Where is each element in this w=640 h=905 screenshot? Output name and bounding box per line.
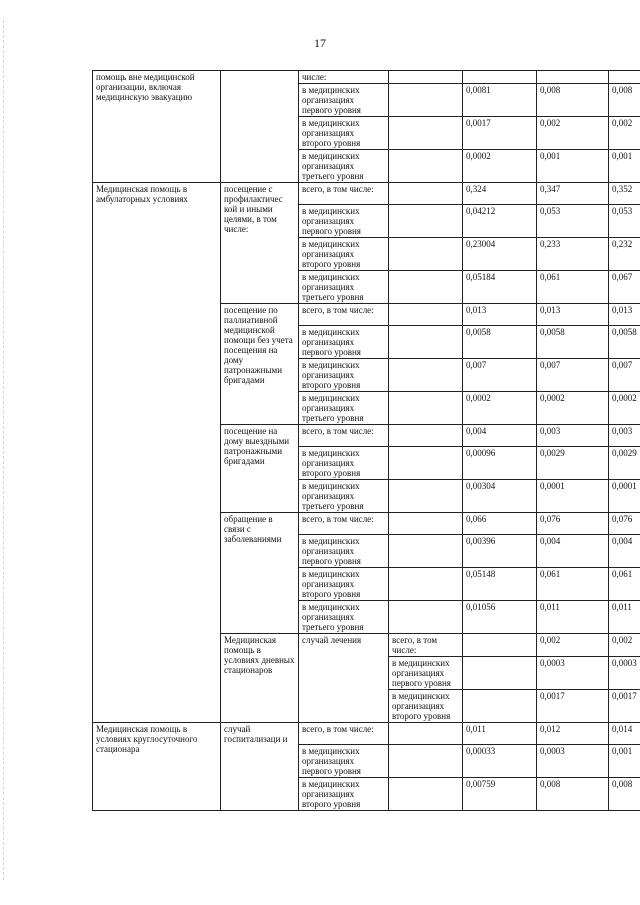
unit-cell: случай лечения [299,634,389,723]
value-cell-2: 0,053 [537,205,609,238]
value-cell-2: 0,001 [537,150,609,183]
blank-cell [389,84,463,117]
page-number: 17 [314,36,326,50]
value-cell-1: 0,00096 [463,447,537,480]
value-cell-3 [609,71,640,84]
value-cell-3: 0,013 [609,304,640,326]
value-cell-2: 0,0003 [537,745,609,778]
blank-cell [389,205,463,238]
value-cell-3: 0,076 [609,513,640,535]
level-cell: всего, в том числе: [389,634,463,657]
blank-cell [389,359,463,392]
blank-cell [463,657,537,690]
value-cell-1: 0,0002 [463,150,537,183]
value-cell-1: 0,011 [463,723,537,745]
value-cell-2: 0,0017 [609,690,640,723]
value-cell-1: 0,05184 [463,271,537,304]
level-cell: в медицинских организациях второго уровня [299,117,389,150]
value-cell-2: 0,004 [537,535,609,568]
value-cell-1 [463,71,537,84]
value-cell-2: 0,0001 [537,480,609,513]
blank-cell [389,535,463,568]
value-cell-1: 0,00396 [463,535,537,568]
value-cell-2: 0,076 [537,513,609,535]
volume-table [92,70,640,811]
value-cell-2: 0,003 [537,425,609,447]
value-cell-3: 0,003 [609,425,640,447]
value-cell-1: 0,01056 [463,601,537,634]
value-cell-1: 0,004 [463,425,537,447]
value-cell-3: 0,232 [609,238,640,271]
value-cell-2 [537,71,609,84]
value-cell-2: 0,012 [537,723,609,745]
blank-cell [389,601,463,634]
blank-cell [389,568,463,601]
care-type-cell: Медицинская помощь в амбулаторных условиях [93,183,221,723]
blank-cell [389,150,463,183]
level-cell: в медицинских организациях первого уровня [299,535,389,568]
unit-cell: обращение в связи с заболеваниями [221,513,299,634]
blank-cell [389,480,463,513]
value-cell-1: 0,007 [463,359,537,392]
value-cell-3: 0,0029 [609,447,640,480]
unit-cell: посещение на дому выездными патронажными бригадами [221,425,299,513]
blank-cell [389,238,463,271]
level-cell: числе: [299,71,389,84]
level-cell: всего, в том числе: [299,183,389,205]
value-cell-2: 0,013 [537,304,609,326]
value-cell-2: 0,007 [537,359,609,392]
value-cell-2: 0,0058 [537,326,609,359]
value-cell-3: 0,061 [609,568,640,601]
level-cell: в медицинских организациях первого уровня [299,84,389,117]
value-cell-2: 0,061 [537,568,609,601]
value-cell-2: 0,061 [537,271,609,304]
value-cell-1: 0,04212 [463,205,537,238]
care-type-cell: Медицинская помощь в условиях дневных стационаров [221,634,299,723]
care-type-cell: Медицинская помощь в условиях круглосуточного стационара [93,723,221,811]
value-cell-1: 0,066 [463,513,537,535]
scan-edge-line [3,20,5,880]
value-cell-3: 0,001 [609,745,640,778]
level-cell: в медицинских организациях третьего уровня [299,392,389,425]
value-cell-2: 0,0003 [609,657,640,690]
level-cell: в медицинских организациях второго уровня [299,568,389,601]
table-row [93,723,640,745]
value-cell-1: 0,00033 [463,745,537,778]
value-cell-2: 0,0002 [537,392,609,425]
value-cell-2: 0,233 [537,238,609,271]
value-cell-1: 0,00304 [463,480,537,513]
level-cell: в медицинских организациях первого уровня [389,657,463,690]
value-cell-3: 0,053 [609,205,640,238]
value-cell-3: 0,0002 [609,392,640,425]
value-cell-3: 0,0001 [609,480,640,513]
value-cell-3: 0,067 [609,271,640,304]
value-cell-1: 0,00759 [463,778,537,811]
blank-cell [389,326,463,359]
blank-cell [389,392,463,425]
blank-cell [389,447,463,480]
level-cell: в медицинских организациях третьего уровня [299,150,389,183]
value-cell-2: 0,0029 [537,447,609,480]
value-cell-1: 0,0058 [463,326,537,359]
table-body [93,71,640,811]
blank-cell [389,778,463,811]
blank-cell [389,71,463,84]
value-cell-2: 0,347 [537,183,609,205]
value-cell-2: 0,008 [537,778,609,811]
care-type-cell: помощь вне медицинской организации, включая медицинскую эвакуацию [93,71,221,183]
level-cell: в медицинских организациях второго уровня [389,690,463,723]
level-cell: всего, в том числе: [299,723,389,745]
value-cell-2: 0,002 [609,634,640,657]
value-cell-3: 0,008 [609,84,640,117]
level-cell: в медицинских организациях третьего уровня [299,480,389,513]
value-cell-1: 0,23004 [463,238,537,271]
level-cell: всего, в том числе: [299,425,389,447]
blank-cell [389,117,463,150]
value-cell-1: 0,05148 [463,568,537,601]
level-cell: в медицинских организациях третьего уровня [299,601,389,634]
level-cell: в медицинских организациях третьего уровня [299,271,389,304]
value-cell-3: 0,014 [609,723,640,745]
level-cell: в медицинских организациях второго уровня [299,778,389,811]
blank-cell [389,723,463,745]
value-cell-1: 0,0017 [537,690,609,723]
level-cell: в медицинских организациях второго уровня [299,238,389,271]
table-row [93,183,640,205]
value-cell-1: 0,324 [463,183,537,205]
unit-cell: посещение по паллиативной медицинской помощи без учета посещения на дому патронажными бригадами [221,304,299,425]
level-cell: всего, в том числе: [299,304,389,326]
level-cell: в медицинских организациях второго уровня [299,447,389,480]
blank-cell [389,513,463,535]
unit-cell: случай госпитализаци и [221,723,299,811]
value-cell-3: 0,007 [609,359,640,392]
blank-cell [389,183,463,205]
value-cell-3: 0,352 [609,183,640,205]
table-row [93,71,640,84]
blank-cell [389,304,463,326]
value-cell-3: 0,011 [609,601,640,634]
blank-cell [463,690,537,723]
blank-cell [389,271,463,304]
value-cell-3: 0,001 [609,150,640,183]
level-cell: в медицинских организациях первого уровня [299,205,389,238]
level-cell: всего, в том числе: [299,513,389,535]
value-cell-3: 0,008 [609,778,640,811]
value-cell-2: 0,002 [537,117,609,150]
level-cell: в медицинских организациях первого уровня [299,745,389,778]
value-cell-1: 0,002 [537,634,609,657]
unit-cell: посещение с профилактичес кой и иными целями, в том числе: [221,183,299,304]
blank-cell [463,634,537,657]
blank-cell [389,425,463,447]
value-cell-1: 0,0081 [463,84,537,117]
blank-cell [389,745,463,778]
value-cell-2: 0,008 [537,84,609,117]
value-cell-2: 0,011 [537,601,609,634]
unit-cell [221,71,299,183]
value-cell-1: 0,0002 [463,392,537,425]
value-cell-3: 0,0058 [609,326,640,359]
value-cell-1: 0,013 [463,304,537,326]
value-cell-1: 0,0003 [537,657,609,690]
value-cell-1: 0,0017 [463,117,537,150]
level-cell: в медицинских организациях первого уровня [299,326,389,359]
level-cell: в медицинских организациях второго уровня [299,359,389,392]
value-cell-3: 0,004 [609,535,640,568]
value-cell-3: 0,002 [609,117,640,150]
